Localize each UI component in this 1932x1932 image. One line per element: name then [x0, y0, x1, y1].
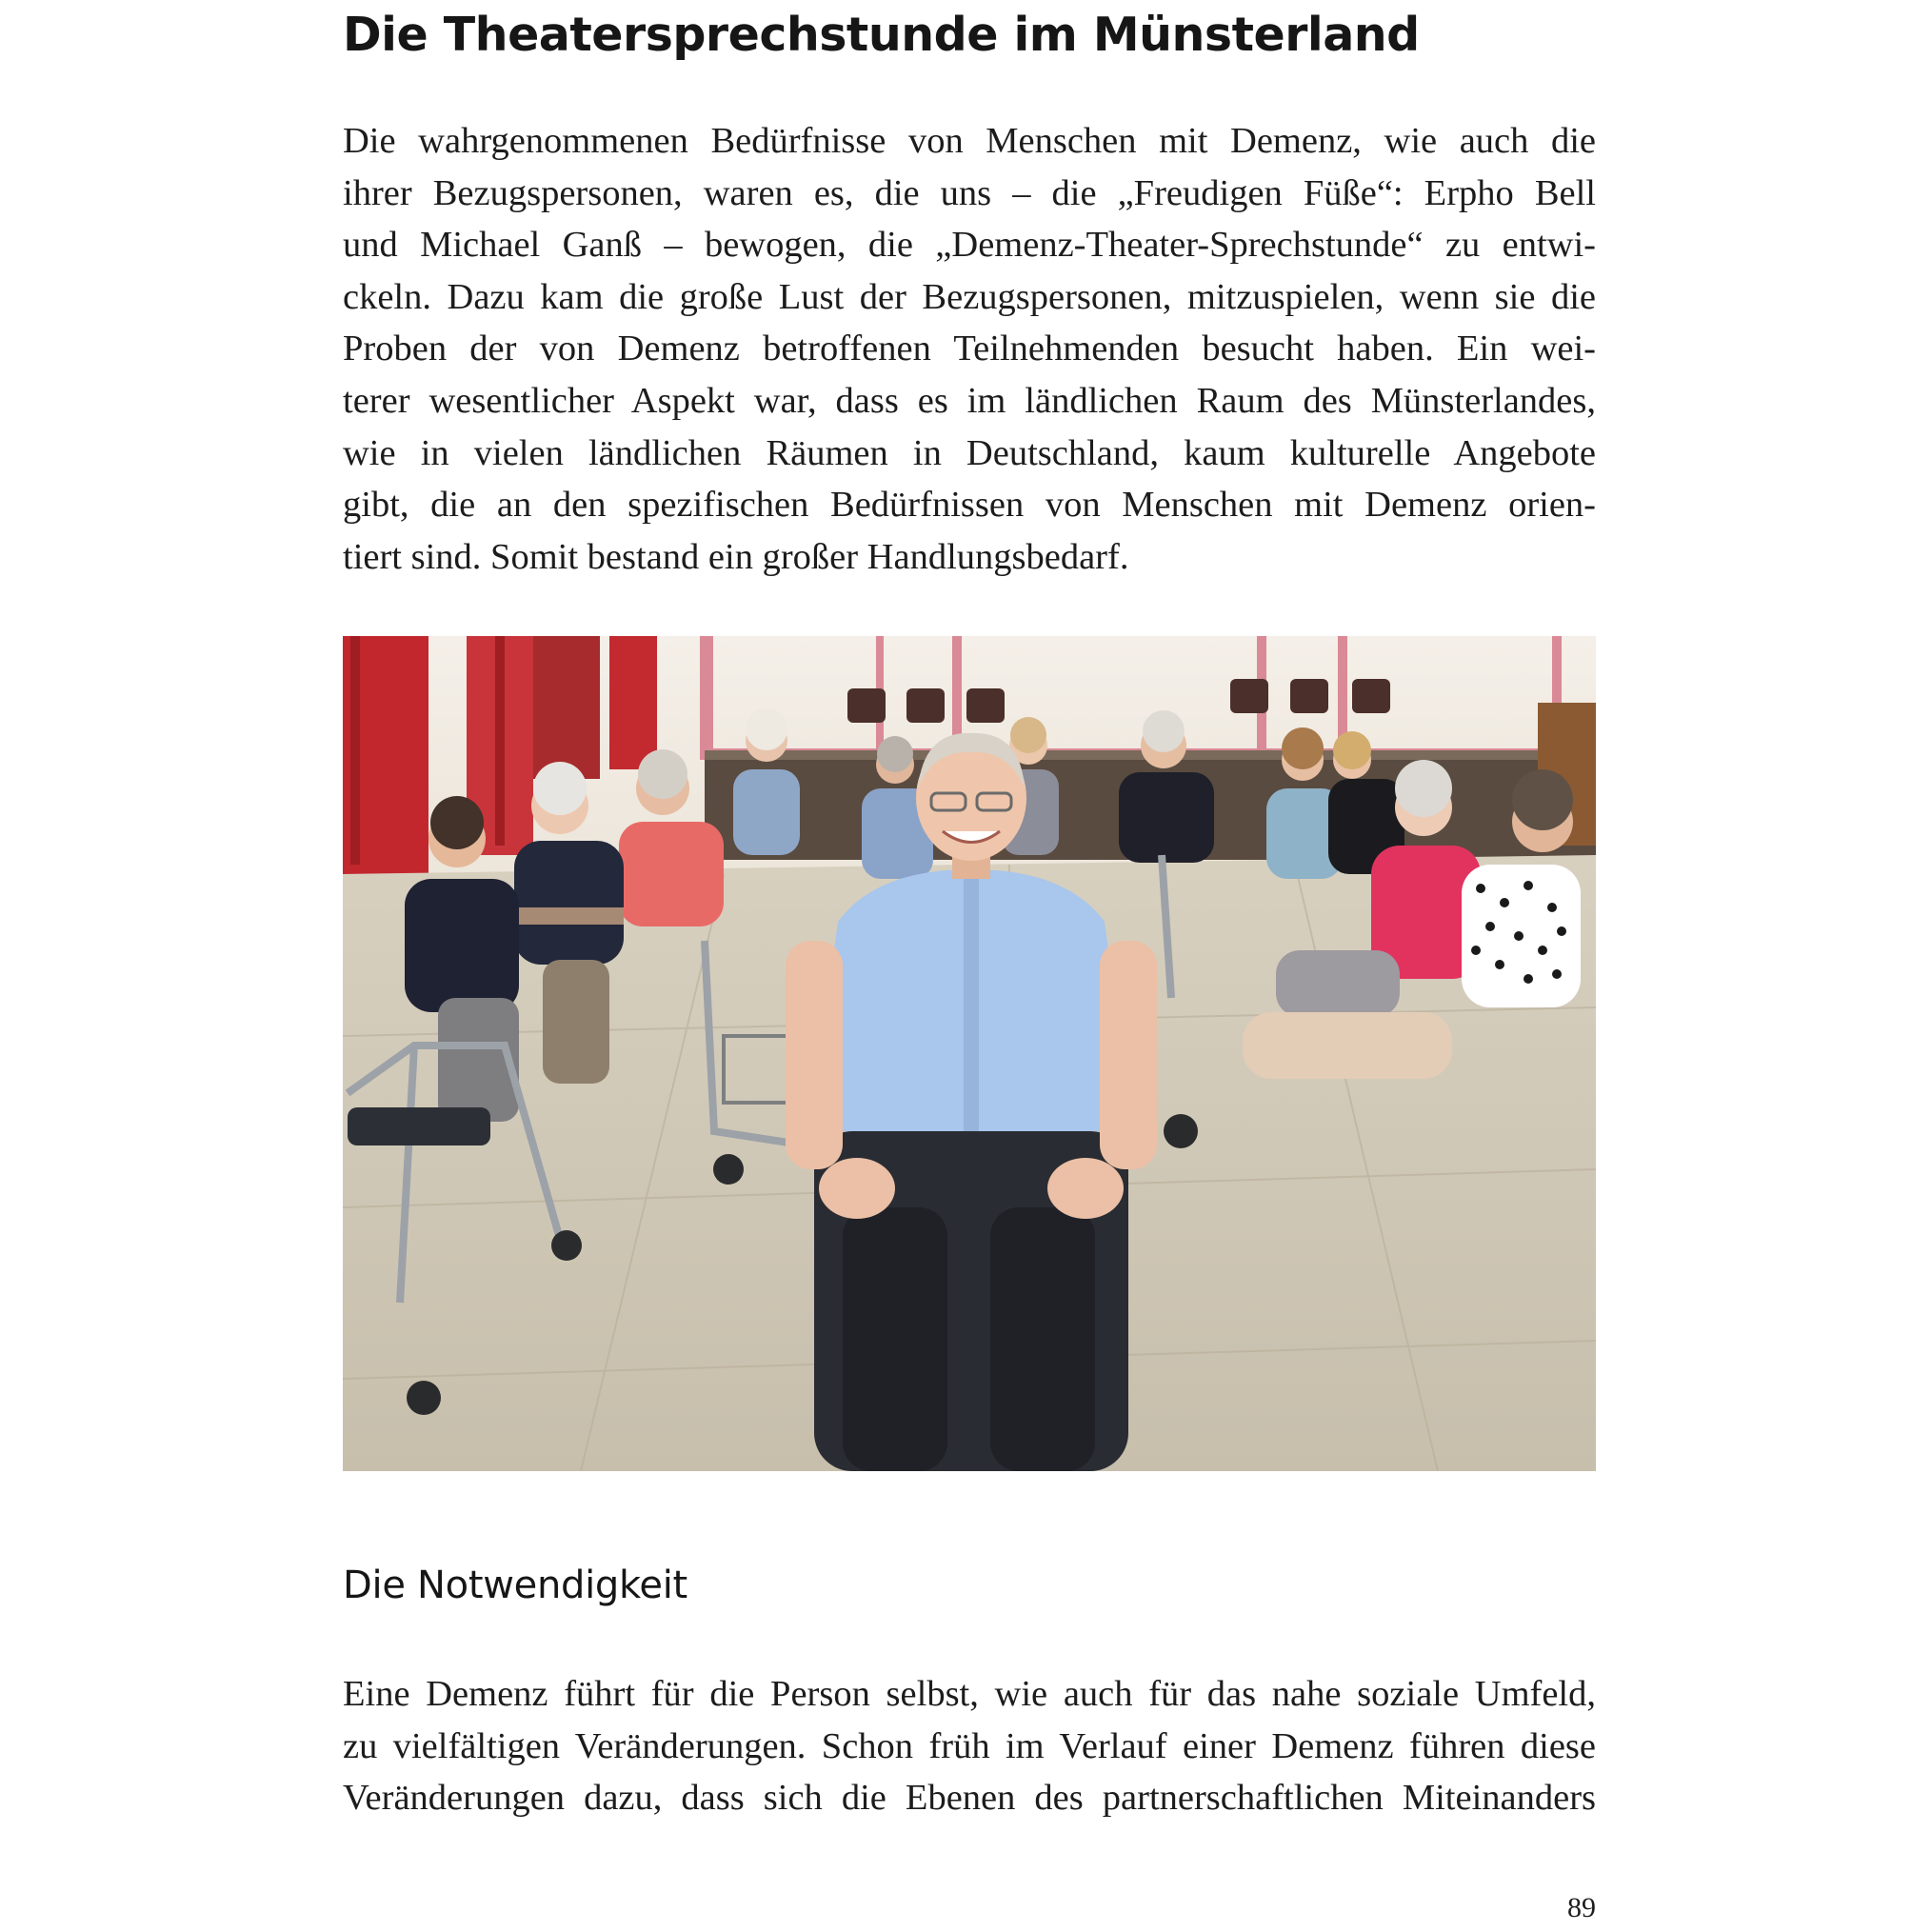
group-photo	[343, 636, 1596, 1471]
text-line: und Michael Ganß – bewogen, die „Demenz-Theater-Sprechstunde“ zu entwi-	[343, 225, 1596, 266]
section-subheading: Die Notwendigkeit	[343, 1564, 687, 1607]
text-line: terer wesentlicher Aspekt war, dass es im ländlichen Raum des Münsterlandes,	[343, 380, 1596, 421]
intro-paragraph	[343, 115, 1596, 583]
text-line: gibt, die an den spezifischen Bedürfnissen von Menschen mit Demenz orien-	[343, 485, 1596, 526]
text-line: wie in vielen ländlichen Räumen in Deutschland, kaum kulturelle Angebote	[343, 432, 1596, 473]
text-line: zu vielfältigen Veränderungen. Schon früh im Verlauf einer Demenz führen diese	[343, 1725, 1596, 1766]
section-heading: Die Theatersprechstunde im Münsterland	[343, 8, 1420, 62]
text-line: Proben der von Demenz betroffenen Teilnehmenden besucht haben. Ein wei-	[343, 329, 1596, 369]
necessity-paragraph	[343, 1668, 1596, 1824]
text-line: tiert sind. Somit bestand ein großer Handlungsbedarf.	[343, 536, 1129, 577]
page-number: 89	[1567, 1892, 1596, 1923]
text-line: Veränderungen dazu, dass sich die Ebenen des partnerschaftlichen Miteinanders	[343, 1778, 1596, 1819]
text-line: ckeln. Dazu kam die große Lust der Bezugspersonen, mitzuspielen, wenn sie die	[343, 276, 1596, 317]
text-line: Eine Demenz führt für die Person selbst, wie auch für das nahe soziale Umfeld,	[343, 1674, 1596, 1714]
photo-illustration	[343, 636, 1596, 1471]
text-line: Die wahrgenommenen Bedürfnisse von Menschen mit Demenz, wie auch die	[343, 121, 1596, 161]
text-line: ihrer Bezugspersonen, waren es, die uns – die „Freudigen Füße“: Erpho Bell	[343, 172, 1596, 213]
